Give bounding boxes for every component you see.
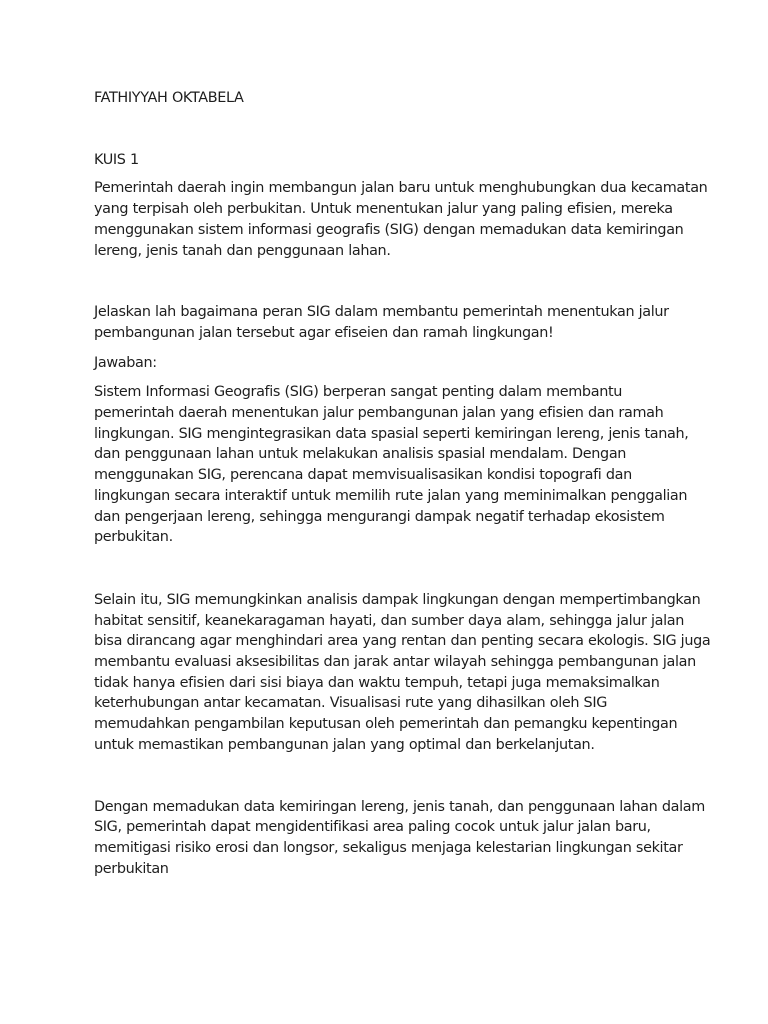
text-line: untuk memastikan pembangunan jalan yang optimal dan berkelanjutan.	[94, 736, 595, 753]
text-line: Dengan memadukan data kemiringan lereng, jenis tanah, dan penggunaan lahan dalam	[94, 798, 705, 815]
text-line: lereng, jenis tanah dan penggunaan lahan.	[94, 242, 391, 259]
text-line: memitigasi risiko erosi dan longsor, sekaligus menjaga kelestarian lingkungan sekitar	[94, 839, 683, 856]
text-line: yang terpisah oleh perbukitan. Untuk menentukan jalur yang paling efisien, mereka	[94, 201, 673, 218]
text-line: menggunakan sistem informasi geografis (SIG) dengan memadukan data kemiringan	[94, 221, 684, 238]
answer-paragraph-3	[94, 797, 705, 880]
answer-paragraph-1	[94, 382, 689, 548]
question-context-paragraph	[94, 178, 708, 261]
text-line: membantu evaluasi aksesibilitas dan jarak antar wilayah sehingga pembangunan jalan	[94, 654, 696, 671]
text-line: dan penggunaan lahan untuk melakukan analisis spasial mendalam. Dengan	[94, 446, 627, 463]
quiz-title: KUIS 1	[94, 151, 139, 168]
text-line: lingkungan secara interaktif untuk memilih rute jalan yang meminimalkan penggalian	[94, 487, 688, 504]
answer-label: Jawaban:	[94, 354, 157, 371]
question-paragraph	[94, 302, 684, 343]
text-line: SIG, pemerintah dapat mengidentifikasi area paling cocok untuk jalur jalan baru,	[94, 819, 651, 836]
text-line: lingkungan. SIG mengintegrasikan data spasial seperti kemiringan lereng, jenis tanah,	[94, 425, 689, 442]
text-line: Jelaskan lah bagaimana peran SIG dalam membantu pemerintah menentukan jalur	[94, 304, 669, 321]
text-line: habitat sensitif, keanekaragaman hayati, dan sumber daya alam, sehingga jalur jalan	[94, 612, 685, 629]
text-line: bisa dirancang agar menghindari area yang rentan dan penting secara ekologis. SIG juga	[94, 633, 711, 650]
text-line: memudahkan pengambilan keputusan oleh pemerintah dan pemangku kepentingan	[94, 716, 678, 733]
text-line: dan pengerjaan lereng, sehingga mengurangi dampak negatif terhadap ekosistem	[94, 508, 665, 525]
author-name: FATHIYYAH OKTABELA	[94, 90, 244, 106]
document-body	[94, 88, 711, 879]
text-line: Selain itu, SIG memungkinkan analisis dampak lingkungan dengan mempertimbangkan	[94, 591, 701, 608]
text-line: pemerintah daerah menentukan jalur pembangunan jalan yang efisien dan ramah	[94, 405, 664, 422]
text-line: tidak hanya efisien dari sisi biaya dan waktu tempuh, tetapi juga memaksimalkan	[94, 674, 660, 691]
text-line: perbukitan	[94, 860, 169, 877]
text-line: pembangunan jalan tersebut agar efiseien dan ramah lingkungan!	[94, 324, 554, 341]
text-line: Pemerintah daerah ingin membangun jalan baru untuk menghubungkan dua kecamatan	[94, 180, 708, 197]
answer-paragraph-2	[94, 590, 711, 756]
text-line: Sistem Informasi Geografis (SIG) berperan sangat penting dalam membantu	[94, 384, 623, 401]
text-line: perbukitan.	[94, 529, 173, 546]
text-line: menggunakan SIG, perencana dapat memvisualisasikan kondisi topografi dan	[94, 467, 632, 484]
text-line: keterhubungan antar kecamatan. Visualisasi rute yang dihasilkan oleh SIG	[94, 695, 608, 712]
